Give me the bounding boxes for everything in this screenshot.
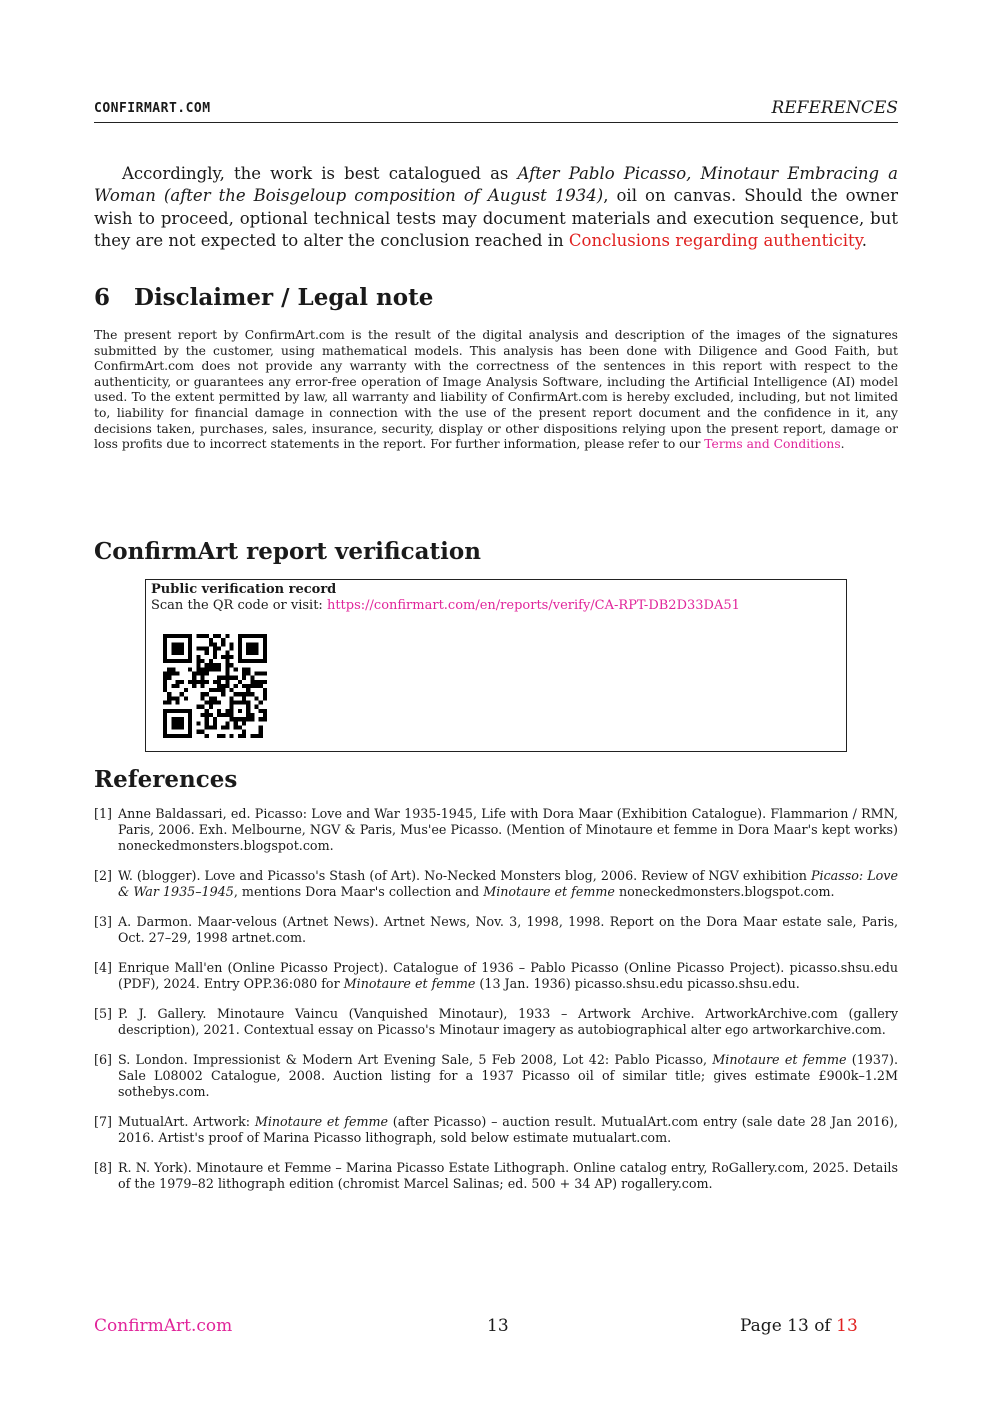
reference-number: [8]: [94, 1160, 112, 1176]
reference-item: [94, 868, 898, 900]
reference-number: [2]: [94, 867, 112, 883]
reference-number: [7]: [94, 1114, 112, 1130]
reference-number: [6]: [94, 1052, 112, 1068]
conclusions-link[interactable]: Conclusions regarding authenticity: [568, 230, 862, 250]
section-title: Disclaimer / Legal note: [134, 284, 434, 311]
reference-text: (after Picasso) – auction result. MutualArt.com entry (sale date 28 Jan 2016), 2016. Artist's proof of Marina Picasso lithograph, sold below estimate mutualart.com.: [118, 1114, 898, 1145]
reference-text: Anne Baldassari, ed. Picasso: Love and War 1935-1945, Life with Dora Maar (Exhibition Catalogue). Flammarion / RMN, Paris, 2006. Exh. Melbourne, NGV & Paris, Mus'ee Picasso. (Mention of Minotaure et femme in Dora Maar's kept works) noneckedmonsters.blogspot.com.: [118, 806, 898, 853]
verification-box: [145, 579, 847, 752]
verification-heading: ConfirmArt report verification: [94, 538, 481, 565]
footer-page-number: 13: [487, 1316, 509, 1336]
reference-number: [3]: [94, 913, 112, 929]
intro-text-3: .: [861, 230, 867, 250]
reference-text: R. N. York). Minotaure et Femme – Marina Picasso Estate Lithograph. Online catalog entry, RoGallery.com, 2025. Details of the 1979–82 lithograph edition (chromist Marcel Salinas; ed. 500 + 34 AP) rogallery.com.: [118, 1160, 898, 1192]
section-heading-disclaimer: [94, 284, 433, 311]
footer-page-label: Page 13 of: [740, 1316, 837, 1336]
reference-title-italic: Picasso: Love & War 1935–1945: [118, 867, 898, 899]
reference-item: [94, 1114, 898, 1146]
reference-title-italic: Minotaure et femme: [483, 883, 615, 899]
reference-item: [94, 914, 898, 946]
verification-instructions: [151, 598, 740, 613]
terms-link[interactable]: Terms and Conditions: [704, 437, 841, 452]
qr-code[interactable]: [163, 634, 267, 738]
running-head: REFERENCES: [771, 98, 898, 118]
reference-text: (1937). Sale L08002 Catalogue, 2008. Auction listing for a 1937 Picasso oil of similar title; gives estimate £900k–1.2M sothebys.com.: [118, 1052, 898, 1099]
reference-title-italic: Minotaure et femme: [254, 1114, 389, 1130]
verification-box-title: Public verification record: [151, 582, 337, 597]
reference-item: [94, 1006, 898, 1038]
legal-note: [94, 328, 898, 453]
reference-number: [5]: [94, 1006, 112, 1022]
reference-number: [1]: [94, 806, 112, 821]
reference-text: Enrique Mall'en (Online Picasso Project). Catalogue of 1936 – Pablo Picasso (Online Picasso Project). picasso.shsu.edu (PDF), 2024. Entry OPP.36:080 for: [118, 960, 898, 991]
work-title: After Pablo Picasso, Minotaur Embracing a Woman (after the Boisgeloup composition of August 1934): [94, 164, 898, 206]
scan-text: Scan the QR code or visit:: [151, 598, 327, 613]
reference-text: , mentions Dora Maar's collection and: [233, 883, 484, 899]
reference-text: A. Darmon. Maar-velous (Artnet News). Artnet News, Nov. 3, 1998, 1998. Report on the Dora Maar estate sale, Paris, Oct. 27–29, 1998 artnet.com.: [118, 913, 898, 945]
reference-text: MutualArt. Artwork:: [118, 1114, 255, 1130]
intro-paragraph: [94, 163, 898, 252]
reference-text: P. J. Gallery. Minotaure Vaincu (Vanquished Minotaur), 1933 – Artwork Archive. ArtworkArchive.com (gallery description), 2021. Contextual essay on Picasso's Minotaur imagery as autobiographical alter ego artworkarchive.com.: [118, 1006, 898, 1037]
intro-text-1: Accordingly, the work is best catalogued as: [122, 164, 518, 183]
footer-page-count: [740, 1316, 858, 1336]
page-header: [94, 98, 898, 123]
references-list: [94, 806, 898, 1206]
intro-text-2: , oil on canvas. Should the owner wish to proceed, optional technical tests may document materials and execution sequence, but they are not expected to alter the conclusion reached in: [94, 186, 898, 250]
footer-last-page-link[interactable]: 13: [836, 1316, 858, 1336]
references-heading: References: [94, 766, 238, 793]
legal-text: The present report by ConfirmArt.com is the result of the digital analysis and description of the images of the signatures submitted by the customer, using mathematical models. This analysis has been done with Diligence and Good Faith, but ConfirmArt.com does not provide any warranty with the correctness of the sentences in this report with respect to the authenticity, or guarantees any error-free operation of Image Analysis Software, including the Artificial Intelligence (AI) model used. To the extent permitted by law, all warranty and liability of ConfirmArt.com is hereby excluded, including, but not limited to, liability for financial damage in connection with the use of the present report document and the confidence in it, any decisions taken, purchases, sales, insurance, security, display or other dispositions relying upon the present report, damage or loss profits due to incorrect statements in the report. For further information, please refer to our: [94, 328, 898, 452]
reference-title-italic: Minotaure et femme: [712, 1052, 847, 1068]
footer-site-link[interactable]: ConfirmArt.com: [94, 1316, 233, 1336]
reference-item: [94, 806, 898, 853]
reference-item: [94, 960, 898, 992]
reference-text: W. (blogger). Love and Picasso's Stash (of Art). No-Necked Monsters blog, 2006. Review of NGV exhibition: [118, 867, 811, 883]
reference-text: noneckedmonsters.blogspot.com.: [614, 883, 835, 899]
brand-logo: CONFIRMART.COM: [94, 101, 211, 116]
section-number: 6: [94, 284, 111, 311]
reference-item: [94, 1160, 898, 1192]
legal-end: .: [840, 437, 845, 452]
reference-title-italic: Minotaure et femme: [343, 975, 476, 991]
reference-text: S. London. Impressionist & Modern Art Evening Sale, 5 Feb 2008, Lot 42: Pablo Picasso,: [118, 1052, 713, 1068]
reference-number: [4]: [94, 960, 112, 976]
verification-url-link[interactable]: https://confirmart.com/en/reports/verify/CA-RPT-DB2D33DA51: [326, 598, 740, 613]
reference-item: [94, 1052, 898, 1099]
reference-text: (13 Jan. 1936) picasso.shsu.edu picasso.shsu.edu.: [475, 975, 800, 991]
